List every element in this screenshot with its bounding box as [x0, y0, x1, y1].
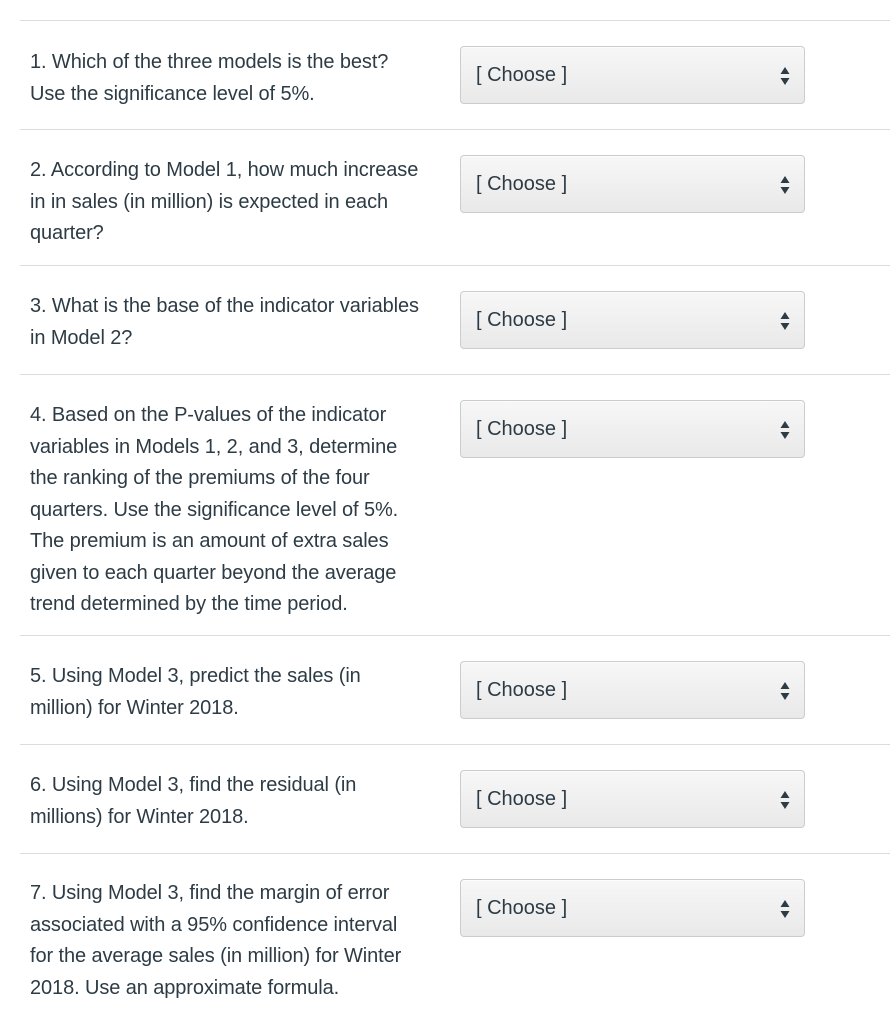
- answer-select-1-value: [ Choose ]: [476, 64, 568, 86]
- answer-select-5[interactable]: [460, 661, 805, 719]
- answer-select-3-value: [ Choose ]: [476, 309, 568, 331]
- answer-select-5-value: [ Choose ]: [476, 679, 568, 701]
- answer-select-4[interactable]: [460, 400, 805, 458]
- question-row-7: [20, 853, 890, 1023]
- question-text-7: [30, 878, 401, 1004]
- question-6-line-1: 6. Using Model 3, find the residual (in: [30, 774, 357, 796]
- answer-select-2-value: [ Choose ]: [476, 173, 568, 195]
- question-7-line-3: for the average sales (in million) for Winter: [30, 945, 402, 967]
- question-7-line-2: associated with a 95% confidence interval: [30, 913, 398, 936]
- question-4-line-5: The premium is an amount of extra sales: [30, 530, 389, 552]
- question-4-line-2: variables in Models 1, 2, and 3, determine: [30, 435, 398, 458]
- answer-select-3[interactable]: [460, 291, 805, 349]
- question-1-line-2: Use the significance level of 5%.: [30, 82, 315, 105]
- question-4-line-3: the ranking of the premiums of the four: [30, 467, 370, 489]
- question-text-5: [30, 661, 361, 724]
- question-1-line-1: 1. Which of the three models is the best?: [30, 51, 389, 73]
- question-7-line-1: 7. Using Model 3, find the margin of error: [30, 882, 390, 904]
- question-5-line-2: million) for Winter 2018.: [30, 696, 239, 719]
- up-down-arrows-icon: [780, 420, 790, 440]
- answer-select-6-value: [ Choose ]: [476, 788, 568, 810]
- up-down-arrows-icon: [780, 790, 790, 810]
- answer-select-1[interactable]: [460, 46, 805, 104]
- question-row-3: [20, 265, 890, 374]
- quiz-question-list: [20, 20, 890, 1023]
- question-7-line-4: 2018. Use an approximate formula.: [30, 976, 340, 999]
- question-4-line-4: quarters. Use the significance level of 5%.: [30, 498, 399, 521]
- up-down-arrows-icon: [780, 681, 790, 701]
- question-row-4: [20, 374, 890, 635]
- question-row-5: [20, 635, 890, 744]
- question-2-line-3: quarter?: [30, 222, 104, 244]
- question-4-line-6: given to each quarter beyond the average: [30, 561, 397, 584]
- question-5-line-1: 5. Using Model 3, predict the sales (in: [30, 665, 361, 687]
- question-text-2: [30, 155, 418, 250]
- up-down-arrows-icon: [780, 66, 790, 86]
- question-3-line-1: 3. What is the base of the indicator variables: [30, 295, 419, 317]
- question-row-2: [20, 129, 890, 265]
- answer-select-2[interactable]: [460, 155, 805, 213]
- question-text-6: [30, 770, 356, 833]
- question-row-1: [20, 20, 890, 129]
- question-row-6: [20, 744, 890, 853]
- answer-select-7-value: [ Choose ]: [476, 897, 568, 919]
- question-2-line-1: 2. According to Model 1, how much increase: [30, 159, 419, 181]
- answer-select-7[interactable]: [460, 879, 805, 937]
- question-text-1: [30, 47, 388, 110]
- question-4-line-7: trend determined by the time period.: [30, 593, 348, 615]
- up-down-arrows-icon: [780, 899, 790, 919]
- question-4-line-1: 4. Based on the P-values of the indicator: [30, 404, 387, 426]
- question-text-4: [30, 400, 398, 621]
- answer-select-4-value: [ Choose ]: [476, 418, 568, 440]
- question-2-line-2: in in sales (in million) is expected in each: [30, 190, 388, 213]
- answer-select-6[interactable]: [460, 770, 805, 828]
- question-3-line-2: in Model 2?: [30, 326, 133, 349]
- up-down-arrows-icon: [780, 175, 790, 195]
- question-6-line-2: millions) for Winter 2018.: [30, 805, 249, 828]
- up-down-arrows-icon: [780, 311, 790, 331]
- question-text-3: [30, 291, 419, 354]
